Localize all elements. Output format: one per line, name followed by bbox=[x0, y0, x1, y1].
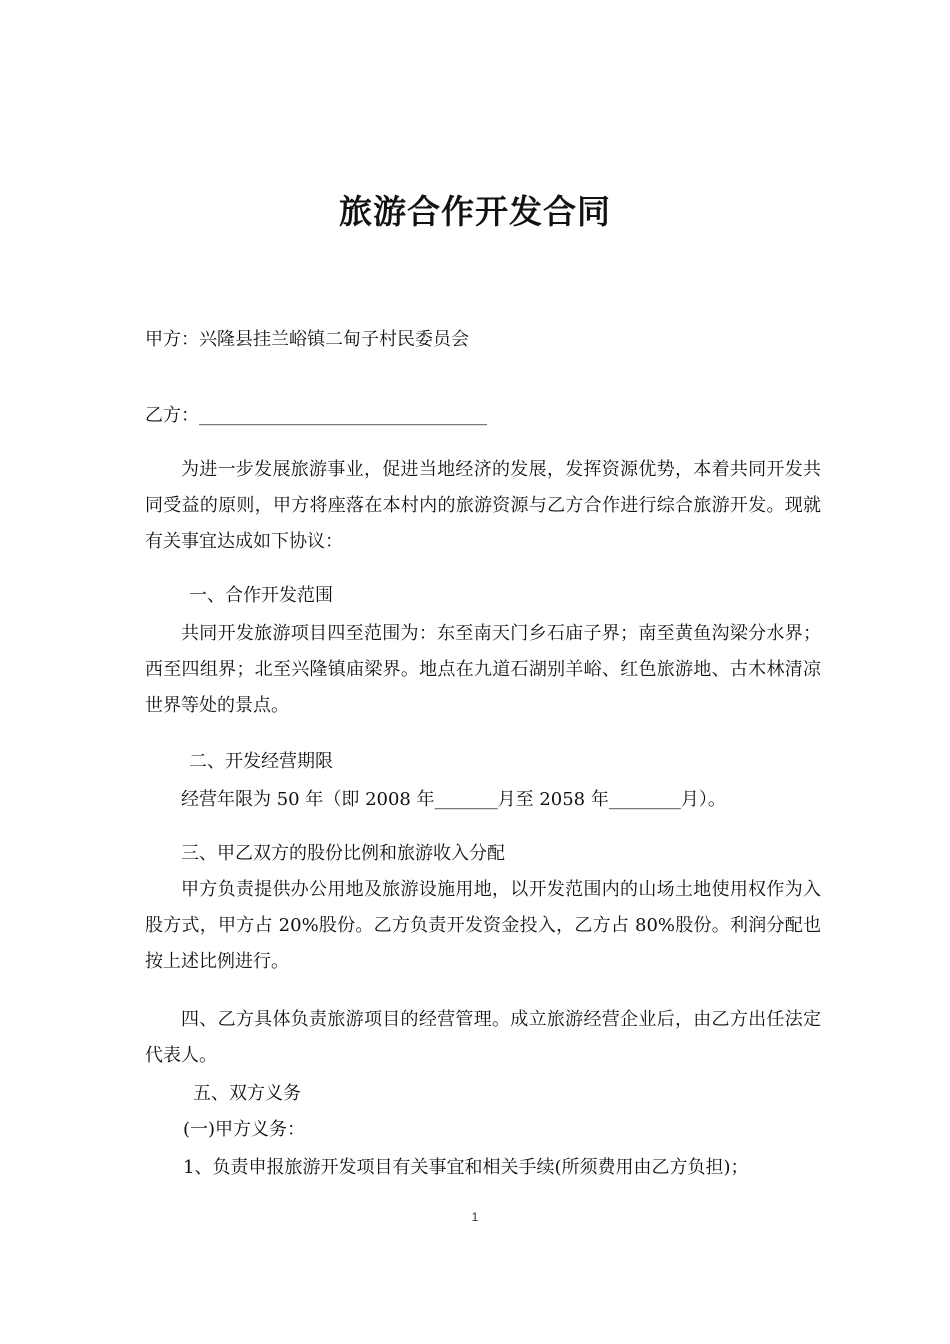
section3-heading: 三、甲乙双方的股份比例和旅游收入分配 bbox=[181, 843, 505, 864]
section5-heading: 五、双方义务 bbox=[193, 1083, 301, 1104]
section2-body: 经营年限为 50 年（即 2008 年_______月至 2058 年________月）。 bbox=[181, 789, 726, 810]
section5-subheading: (一)甲方义务： bbox=[183, 1119, 306, 1140]
page-number: 1 bbox=[471, 1210, 479, 1224]
preamble: 为进一步发展旅游事业，促进当地经济的发展，发挥资源优势，本着共同开发共同受益的原则，甲方将座落在本村内的旅游资源与乙方合作进行综合旅游开发。现就有关事宜达成如下协议： bbox=[145, 459, 821, 552]
party-a: 甲方：兴隆县挂兰峪镇二甸子村民委员会 bbox=[145, 329, 469, 350]
section1-body: 共同开发旅游项目四至范围为：东至南天门乡石庙子界；南至黄鱼沟梁分水界；西至四组界；北至兴隆镇庙梁界。地点在九道石湖别羊峪、红色旅游地、古木林清凉世界等处的景点。 bbox=[145, 623, 821, 716]
document-title: 旅游合作开发合同 bbox=[339, 192, 611, 231]
section3-body: 甲方负责提供办公用地及旅游设施用地，以开发范围内的山场土地使用权作为入股方式，甲方占 20%股份。乙方负责开发资金投入，乙方占 80%股份。利润分配也按上述比例进行。 bbox=[145, 879, 821, 972]
section5-item: 1、负责申报旅游开发项目有关事宜和相关手续(所须费用由乙方负担)； bbox=[183, 1157, 749, 1178]
section2-heading: 二、开发经营期限 bbox=[189, 751, 333, 772]
section4-body: 四、乙方具体负责旅游项目的经营管理。成立旅游经营企业后，由乙方出任法定代表人。 bbox=[145, 1009, 821, 1066]
section1-heading: 一、合作开发范围 bbox=[189, 585, 333, 606]
party-b: 乙方：________________________________ bbox=[145, 405, 487, 426]
